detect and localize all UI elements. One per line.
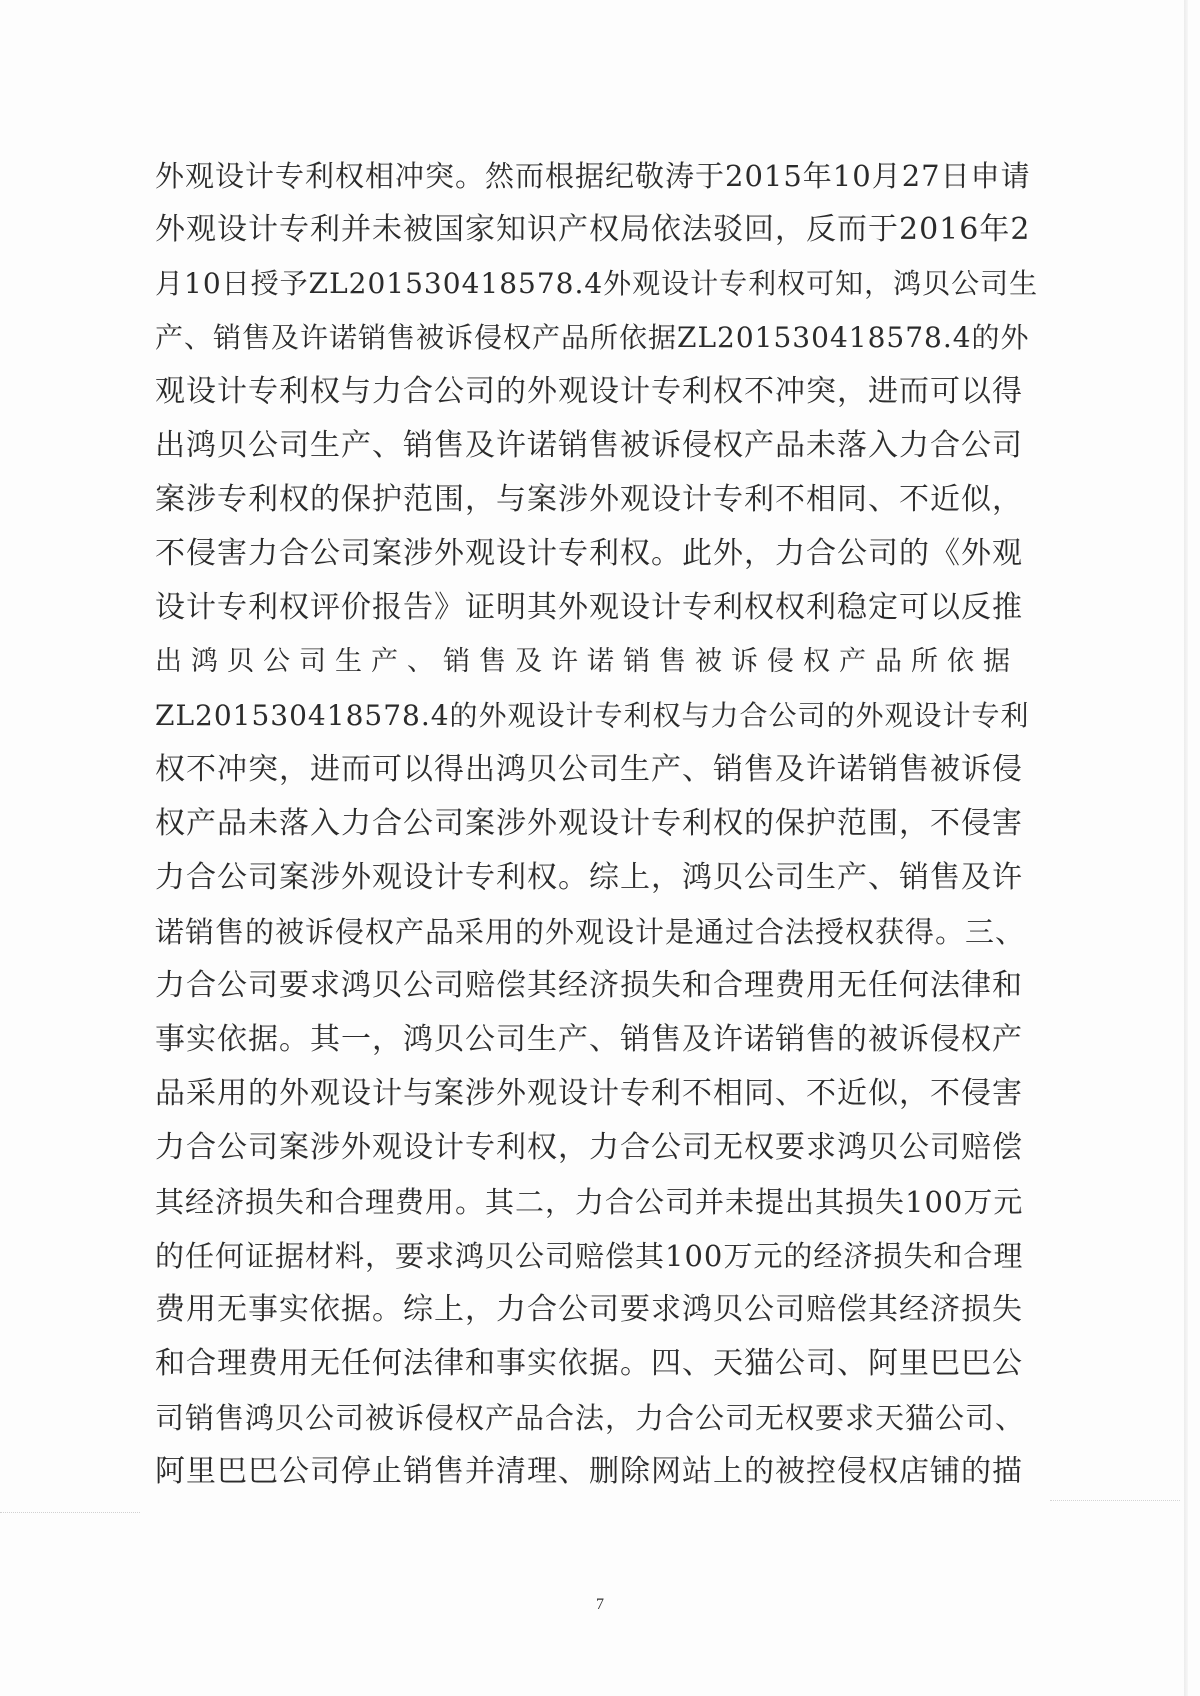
text-line: 权不冲突，进而可以得出鸿贝公司生产、销售及许诺销售被诉侵 [155,752,1023,787]
text-line: 费用无事实依据。综上，力合公司要求鸿贝公司赔偿其经济损失 [155,1292,1023,1327]
text-line: 设计专利权评价报告》证明其外观设计专利权权利稳定可以反推 [155,590,1023,625]
text-line: 事实依据。其一，鸿贝公司生产、销售及许诺销售的被诉侵权产 [155,1022,1023,1057]
text-line: 权产品未落入力合公司案涉外观设计专利权的保护范围，不侵害 [155,806,1023,841]
scan-noise-left [0,1512,140,1519]
text-line: 出鸿贝公司生产、销售及许诺销售被诉侵权产品所依据 [155,646,1019,677]
text-line: 的任何证据材料，要求鸿贝公司赔偿其100万元的经济损失和合理 [155,1239,1024,1273]
scan-edge-shadow [1184,0,1188,1696]
scan-noise-right [1050,1500,1180,1507]
text-line: 外观设计专利权相冲突。然而根据纪敬涛于2015年10月27日申请 [155,159,1031,193]
text-line: 阿里巴巴公司停止销售并清理、删除网站上的被控侵权店铺的描 [155,1454,1023,1489]
text-line: 司销售鸿贝公司被诉侵权产品合法，力合公司无权要求天猫公司、 [155,1401,1026,1435]
text-line: 和合理费用无任何法律和事实依据。四、天猫公司、阿里巴巴公 [155,1346,1023,1381]
text-line: 观设计专利权与力合公司的外观设计专利权不冲突，进而可以得 [155,374,1023,409]
text-line: 力合公司要求鸿贝公司赔偿其经济损失和合理费用无任何法律和 [155,968,1023,1003]
text-line: 其经济损失和合理费用。其二，力合公司并未提出其损失100万元 [155,1185,1024,1219]
text-line: 月10日授予ZL201530418578.4外观设计专利权可知，鸿贝公司生 [155,267,1039,300]
text-line: ZL201530418578.4的外观设计专利权与力合公司的外观设计专利 [155,699,1030,732]
text-line: 力合公司案涉外观设计专利权。综上，鸿贝公司生产、销售及许 [155,860,1023,895]
text-line: 外观设计专利并未被国家知识产权局依法驳回，反而于2016年2 [155,212,1031,247]
text-line: 产、销售及许诺销售被诉侵权产品所依据ZL201530418578.4的外 [155,321,1030,354]
text-line: 不侵害力合公司案涉外观设计专利权。此外，力合公司的《外观 [155,536,1023,571]
text-line: 出鸿贝公司生产、销售及许诺销售被诉侵权产品未落入力合公司 [155,428,1023,463]
text-line: 力合公司案涉外观设计专利权，力合公司无权要求鸿贝公司赔偿 [155,1130,1023,1165]
page-number: 7 [596,1596,604,1613]
text-line: 诺销售的被诉侵权产品采用的外观设计是通过合法授权获得。三、 [155,915,1026,949]
text-line: 品采用的外观设计与案涉外观设计专利不相同、不近似，不侵害 [155,1076,1023,1111]
text-line: 案涉专利权的保护范围，与案涉外观设计专利不相同、不近似， [155,482,1023,517]
body-text [155,150,1040,1530]
